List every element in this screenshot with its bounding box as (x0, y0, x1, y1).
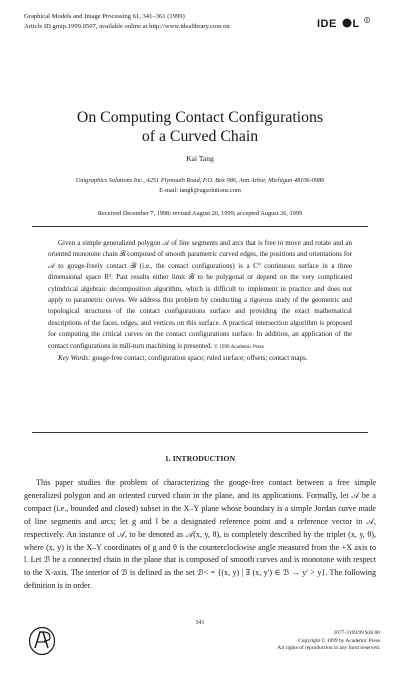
footer-rights-text: All rights of reproduction in any form reserved. (277, 645, 380, 651)
academic-press-logo (28, 626, 56, 656)
footer-copyright: Copyright © 1999 by Academic Press (298, 637, 380, 644)
abstract-copyright: © 1999 Academic Press (214, 343, 264, 350)
journal-citation: Graphical Models and Image Processing 61, 341–361 (1999) (24, 13, 185, 20)
svg-text:R: R (365, 17, 369, 23)
section-heading: 1. INTRODUCTION (164, 454, 236, 463)
footer-rights (180, 630, 380, 653)
keywords-text: gouge-free contact; configuration space; ruled surface; offsets; contact maps. (92, 354, 308, 363)
footer-issn: 1077-3169/99 $30.00 (333, 630, 380, 636)
article-id: Article ID gmip.1999.0507, available online at http://www.idealibrary.com on (24, 23, 230, 30)
svg-text:IDE: IDE (317, 18, 337, 30)
abstract-text: Given a simple generalized polygon 𝒜 of line segments and arcs that is free to move and rotate and an oriented monotone chain ℬ composed of smooth parametric curved edges, the positions and orientations for 𝒜 to gouge-freely contact ℬ (i.e., the contact configurations) is a C⁰ continuous surface in a three dimensional space R³. Past results either limit ℬ to be polygonal or depend on the very complicated cylindrical algebraic decomposition algorithm, which is difficult to implement in practice and does not apply to parametric curves. We address this problem by conducting a rigorous study of the geometric and topological structures of the contact configurations surface and providing the exact mathematical descriptions of the faces, edges, and vertices on this surface. A practical intersection algorithm is proposed for computing the critical curves on the contact configurations surface. In addition, an application of the contact configurations in mill-turn machining is presented. (48, 239, 352, 350)
abstract-paragraph (48, 238, 352, 353)
page-number: 341 (195, 620, 205, 626)
abstract-bottom-rule (32, 432, 368, 433)
paper-title: On Computing Contact Configurations of a Curved Chain (76, 109, 324, 145)
abstract-top-rule (32, 226, 368, 227)
abstract (48, 238, 352, 364)
author-email: E-mail: tangk@ugsolutions.com (159, 187, 241, 194)
svg-text:L: L (352, 18, 360, 30)
author-affiliation: Unigraphics Solutions Inc., 4251 Plymouth Road, P.O. Box 986, Ann Arbor, Michigan 48106-0986 (75, 177, 325, 184)
body-paragraph: This paper studies the problem of characterizing the gouge-free contact between a free simple generalized polygon and an oriented curved chain in the plane, and its applications. Formally, let 𝒜 be a compact (i.e., bounded and closed) subset in the X–Y plane whose boundary is a simple Jordan curve made of line segments and arcs; let g and l be a designated reference point and a reference vector in 𝒜, respectively. An instance of 𝒜, to be denoted as 𝒜(x, y, θ), is completely described by the triplet (x, y, θ), where (x, y) is the X–Y coordinates of g and θ is the counterclockwise angle measured from the +X axis to l. Let ℬ be a connected chain in the plane that is composed of smooth curves and is monotone with respect to the X-axis. The interior of ℬ is defined as the set ℬ< = {(x, y) | ∃ (x, y′) ∈ ℬ → y′ > y}. The following definition is in order. (24, 478, 376, 591)
ideal-logo (317, 16, 373, 30)
keywords-label: Key Words: (58, 354, 91, 363)
keywords (48, 353, 352, 364)
author-name: Kai Tang (186, 154, 214, 163)
body-text (24, 477, 376, 593)
submission-dates: Received December 7, 1998; revised August 26, 1999; accepted August 26, 1999 (97, 210, 303, 217)
